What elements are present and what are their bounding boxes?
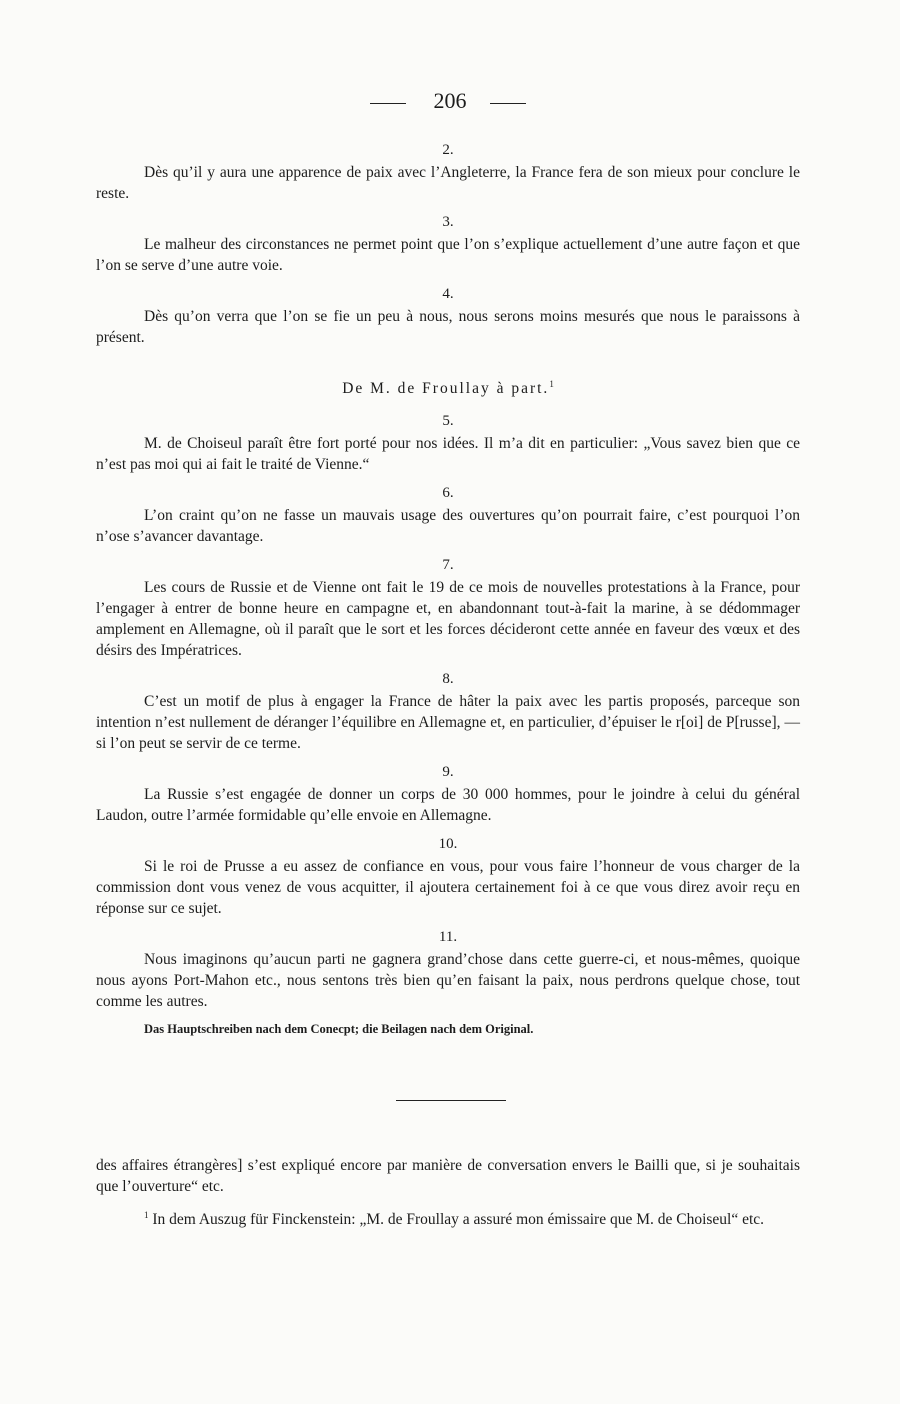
section-number: 6. [442,485,454,502]
footnote-divider [396,1100,506,1101]
section-number: 3. [442,214,454,230]
footnote-continuation: des affaires étrangères] s’est expliqué encore par manière de conversation envers le Bailli que, si je souhaitais que l’ouverture“ etc. [96,1157,800,1195]
section-number: 4. [442,286,454,302]
section-number: 10. [438,836,458,853]
section-paragraph: C’est un motif de plus à engager la France de hâter la paix avec les partis proposés, parceque son intention n’est nullement de déranger l’équilibre en Allemagne et, en particulier, d’épuiser le r[oi] de P[russe], — si l’on peut se servir de ce terme. [96,693,800,753]
section-paragraph: M. de Choiseul paraît être fort porté pour nos idées. Il m’a dit en particulier: „Vous savez bien que ce n’est pas moi qui ai fait le traité de Vienne.“ [96,435,800,474]
source-note: Das Hauptschreiben nach dem Conecpt; die Beilagen nach dem Original. [144,1022,534,1037]
footnotes [96,1155,800,1238]
page-number: 206 [433,88,467,113]
main-text [96,140,800,1038]
section-number: 11. [438,929,458,946]
section-number: 8. [442,671,454,688]
section-heading [96,374,800,399]
section-number: 5. [442,413,454,430]
footnote-1-marker: 1 [144,1210,149,1220]
footnote-1-text: In dem Auszug für Finckenstein: „M. de Froullay a assuré mon émissaire que M. de Choiseul“ etc. [152,1211,765,1229]
header-dash-left [370,103,406,104]
section-paragraph: Le malheur des circonstances ne permet point que l’on s’explique actuellement d’une autre façon et que l’on se serve d’une autre voie. [96,236,800,274]
section-number: 7. [442,557,454,574]
section-number: 9. [442,764,454,781]
section-paragraph: La Russie s’est engagée de donner un corps de 30 000 hommes, pour le joindre à celui du général Laudon, outre l’armée formidable qu’elle envoie en Allemagne. [96,786,800,825]
heading-text: De M. de Froullay à part. [342,380,550,398]
section-number: 2. [442,142,454,158]
footnote-1 [96,1205,800,1230]
section-paragraph: L’on craint qu’on ne fasse un mauvais usage des ouvertures qu’on pourrait faire, c’est pourquoi l’on n’ose s’avancer davantage. [96,507,800,546]
section-paragraph: Dès qu’on verra que l’on se fie un peu à nous, nous serons moins mesurés que nous le paraissons à présent. [96,308,800,346]
section-paragraph: Les cours de Russie et de Vienne ont fait le 19 de ce mois de nouvelles protestations à la France, pour l’engager à entrer de bonne heure en campagne et, en abandonnant tout-à-fait la marine, à se dédommager amplement en Allemagne, où il paraît que le sort et les forces décideront cette année en faveur des vœux et des désirs des Impératrices. [96,579,800,660]
section-paragraph: Nous imaginons qu’aucun parti ne gagnera grand’chose dans cette guerre-ci, et nous-mêmes, quoique nous ayons Port-Mahon etc., nous sentons très bien qu’en faisant la paix, nous perdrons quelque chose, tout comme les autres. [96,951,800,1011]
page-header [0,88,900,118]
footnote-marker: 1 [549,379,554,389]
section-paragraph: Si le roi de Prusse a eu assez de confiance en vous, pour vous faire l’honneur de vous charger de la commission dont vous venez de vous acquitter, il ajoutera certainement foi à ce que vous direz avoir reçu en réponse sur ce sujet. [96,858,800,918]
section-paragraph: Dès qu’il y aura une apparence de paix avec l’Angleterre, la France fera de son mieux pour conclure le reste. [96,164,800,202]
header-dash-right [490,103,526,104]
